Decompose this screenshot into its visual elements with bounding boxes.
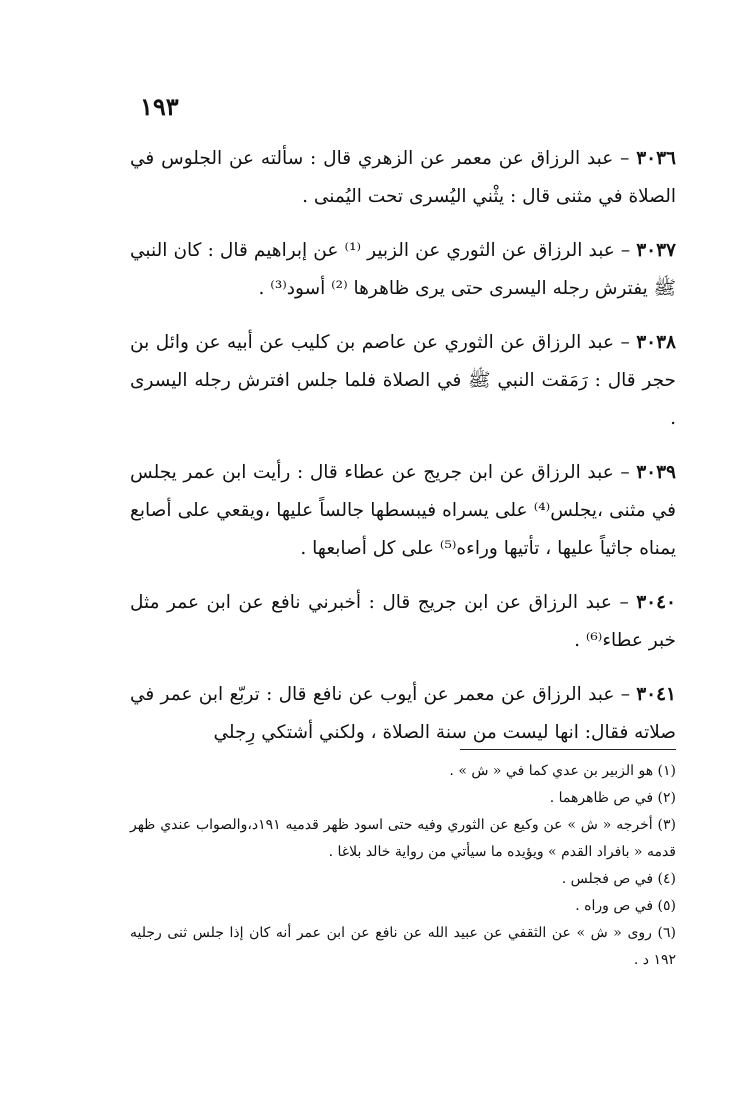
hadith-text: – عبد الرزاق عن معمر عن أيوب عن نافع قال : تربّع ابن عمر في صلاته فقال: انها ليست من سنة الصلاة ، ولكني أشتكي رِجلي bbox=[130, 684, 676, 743]
hadith-text: – عبد الرزاق عن الثوري عن الزبير ⁽¹⁾ عن إبراهيم قال : كان النبي ﷺ يفترش رجله اليسرى حتى يرى ظاهرها ⁽²⁾ أسود⁽³⁾ . bbox=[130, 240, 676, 299]
hadith-3037 bbox=[130, 232, 676, 308]
hadith-number: ٣٠٣٩ bbox=[636, 462, 676, 483]
footnotes bbox=[130, 758, 676, 974]
main-text bbox=[130, 140, 676, 768]
footnote-divider bbox=[460, 749, 676, 750]
hadith-3041 bbox=[130, 676, 676, 752]
hadith-3036 bbox=[130, 140, 676, 216]
footnote-5: (٥) في ص وراه . bbox=[575, 898, 676, 914]
hadith-number: ٣٠٣٨ bbox=[636, 332, 676, 353]
hadith-text: – عبد الرزاق عن معمر عن الزهري قال : سألته عن الجلوس في الصلاة في مثنى قال : يثْني اليُسرى تحت اليُمنى . bbox=[130, 148, 676, 207]
footnote-2: (٢) في ص ظاهرهما . bbox=[549, 790, 676, 806]
hadith-text: – عبد الرزاق عن ابن جريج عن عطاء قال : رأيت ابن عمر يجلس في مثنى ،يجلس⁽⁴⁾ على يسراه فيبسطها جالساً عليها ،ويقعي على أصابع يمناه جاثياً عليها ، تأتيها وراءه⁽⁵⁾ على كل أصابعها . bbox=[130, 462, 676, 559]
page-number: ١٩٣ bbox=[140, 92, 179, 121]
footnote-3: (٣) أخرجه « ش » عن وكيع عن الثوري وفيه حتى اسود ظهر قدميه ١٩١د،والصواب عندي ظهر قدمه « بافراد القدم » ويؤيده ما سيأتي من رواية خالد بلاغا . bbox=[130, 817, 677, 860]
footnote-6: (٦) روى « ش » عن الثقفي عن عبيد الله عن نافع عن ابن عمر أنه كان إذا جلس ثنى رجليه ١٩٢ د . bbox=[130, 925, 677, 968]
hadith-number: ٣٠٤٠ bbox=[636, 592, 676, 613]
footnote-4: (٤) في ص فجلس . bbox=[561, 871, 676, 887]
hadith-number: ٣٠٤١ bbox=[636, 684, 676, 705]
hadith-3040 bbox=[130, 584, 676, 660]
hadith-text: – عبد الرزاق عن الثوري عن عاصم بن كليب عن أبيه عن وائل بن حجر قال : رَمَقت النبي ﷺ في الصلاة فلما جلس افترش رجله اليسرى . bbox=[130, 332, 676, 429]
footnote-1: (١) هو الزبير بن عدي كما في « ش » . bbox=[449, 763, 676, 779]
hadith-3038 bbox=[130, 324, 676, 438]
hadith-text: – عبد الرزاق عن ابن جريج قال : أخبرني نافع عن ابن عمر مثل خبر عطاء⁽⁶⁾ . bbox=[130, 592, 676, 651]
hadith-3039 bbox=[130, 454, 676, 568]
hadith-number: ٣٠٣٦ bbox=[636, 148, 676, 169]
hadith-number: ٣٠٣٧ bbox=[636, 240, 676, 261]
